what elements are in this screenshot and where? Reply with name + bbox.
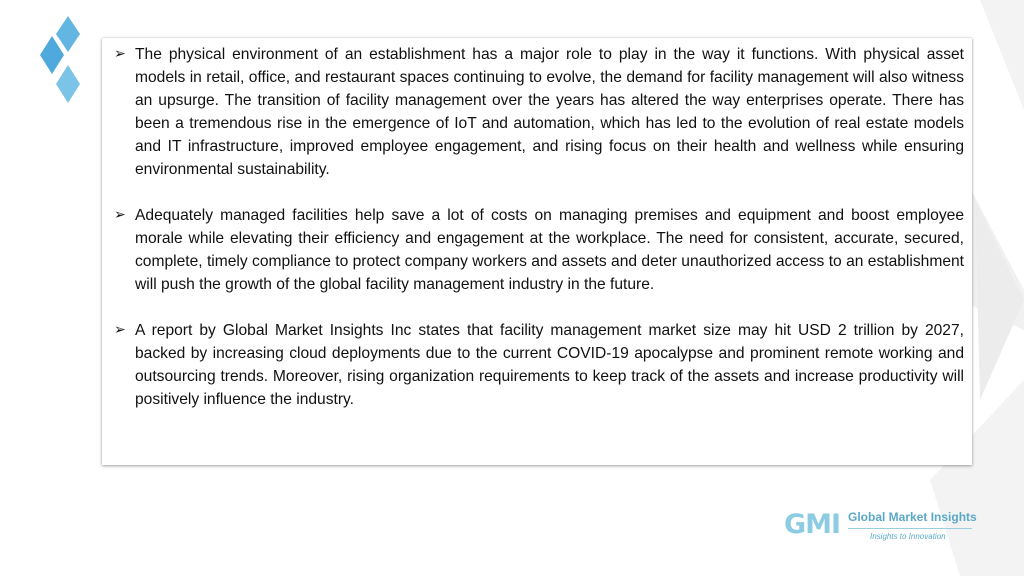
logo-company-name: Global Market Insights [848, 510, 977, 524]
bullet-item [114, 204, 964, 296]
gmi-logo [784, 508, 984, 544]
bullet-item [114, 319, 964, 411]
content-box [102, 38, 972, 465]
bullet-item [114, 43, 964, 181]
bullet-text: A report by Global Market Insights Inc states that facility management market size may hit USD 2 trillion by 2027, backed by increasing cloud deployments due to the current COVID-19 apocalypse and prominent remote working and outsourcing trends. Moreover, rising organization requirements to keep track of the assets and increase productivity will positively influence the industry. [135, 322, 964, 408]
arrow-bullet-icon: ➢ [114, 46, 126, 62]
bullet-text: The physical environment of an establishment has a major role to play in the way it functions. With physical asset models in retail, office, and restaurant spaces continuing to evolve, the demand for facility management will also witness an upsurge. The transition of facility management over the years has altered the way enterprises operate. There has been a tremendous rise in the emergence of IoT and automation, which has led to the evolution of real estate models and IT infrastructure, improved employee engagement, and rising focus on their health and wellness while ensuring environmental sustainability. [135, 46, 964, 178]
arrow-bullet-icon: ➢ [114, 207, 126, 223]
diamond-logo-icon [38, 14, 84, 110]
arrow-bullet-icon: ➢ [114, 322, 126, 338]
bullet-text: Adequately managed facilities help save a lot of costs on managing premises and equipment and boost employee morale while elevating their efficiency and engagement at the workplace. The need for consistent, accurate, secured, complete, timely compliance to protect company workers and assets and deter unauthorized access to an establishment will push the growth of the global facility management industry in the future. [135, 207, 964, 293]
logo-mark: GMI [784, 509, 841, 540]
logo-tagline: Insights to Innovation [870, 532, 946, 541]
logo-divider [848, 528, 972, 529]
